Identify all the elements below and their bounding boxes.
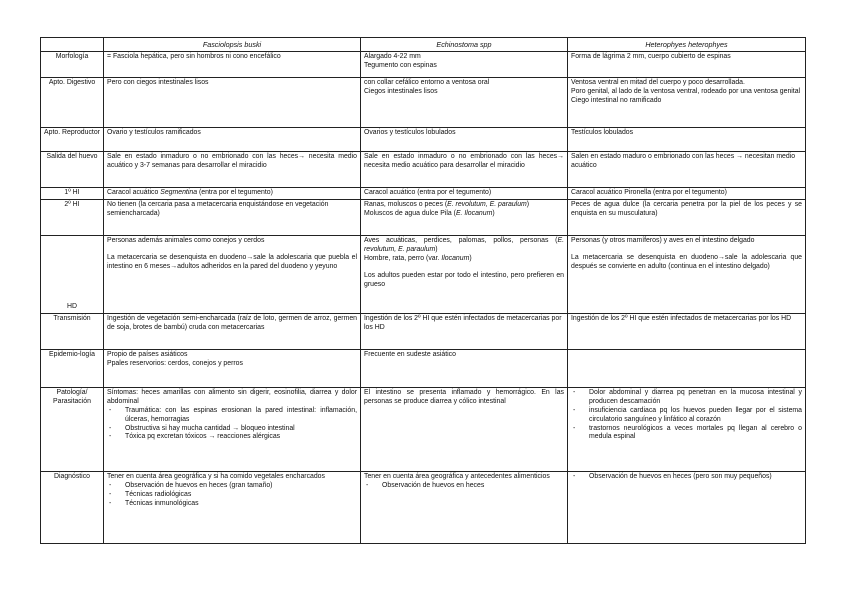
list-item: - Tóxica pq excretan tóxicos → reacciones alérgicas [107,433,357,442]
text-run-italic: E. Ilocanum [455,210,493,218]
cell-line: Ciego intestinal no ramificado [571,96,662,104]
cell-fb: Sale en estado inmaduro o no embrionado con las heces→ necesita medio acuático y 3-7 semanas para desarrollar el miracidio [104,152,361,188]
cell-fb [104,350,361,388]
list-item: - insuficiencia cardiaca pq los huevos pueden llegar por el sistema circulatorio sanguíneo y linfático al corazón [571,407,802,425]
spacer [107,246,357,254]
spacer [571,246,802,254]
header-row [41,38,806,52]
cell-het [568,388,806,472]
cell-line: La metacercaria se desenquista en duodeno→sale la adolescaria que puebla el intestino en 6 meses→adultos adheridos en la pared del duodeno y yeyuno [107,254,357,270]
cell-het: Testículos lobulados [568,128,806,152]
text-run: (entra por el tegumento) [197,189,273,197]
bullet-list [571,473,802,482]
cell-line: con collar cefálico entorno a ventosa oral [364,79,490,87]
spacer [364,264,564,272]
row-label: Apto. Reproductor [41,128,104,152]
cell-het [568,350,806,388]
cell-fb [104,472,361,544]
cell-ech: Ovarios y testículos lobulados [361,128,568,152]
row-morfologia [41,52,806,78]
row-transmision [41,314,806,350]
cell-ech: Sale en estado inmaduro o no embrionado con las heces→ necesita medio acuático para desarrollar el miracidio [361,152,568,188]
row-label: 2º HI [41,200,104,236]
cell-het: Ingestión de los 2º HI que estén infectados de metacercarias por los HD [568,314,806,350]
comparison-table [40,37,806,544]
cell-ech [361,236,568,314]
row-label: Diagnóstico [41,472,104,544]
row-digestivo [41,78,806,128]
bullet-list [364,482,564,491]
text-run-italic: Segmentina [160,189,198,197]
cell-fb: Ingestión de vegetación semi-encharcada (raíz de loto, germen de arroz, germen de soja, brotes de bambú) cruda con metacercarias [104,314,361,350]
cell-line: Tener en cuenta área geográfica y si ha comido vegetales encharcados [107,473,325,481]
list-item: - trastornos neurológicos a veces mortales pq llegan al cerebro o medula espinal [571,425,802,443]
cell-het [568,236,806,314]
cell-fb [104,236,361,314]
row-salida [41,152,806,188]
text-run-italic: E. revolutum, E. paraulum [447,201,527,209]
cell-line [364,255,564,264]
cell-line: Tener en cuenta área geográfica y antecedentes alimenticios [364,473,550,481]
row-diagnostico [41,472,806,544]
cell-line: Personas además animales como conejos y cerdos [107,237,265,245]
cell-ech: Caracol acuático (entra por el tegumento) [361,188,568,200]
text-run: ) [526,201,530,209]
list-item: - Técnicas inmunológicas [107,500,357,509]
cell-ech [361,472,568,544]
cell-line: La metacercaria se desenquista en duodeno→sale la adolescaria que después se convierte en adulto (continua en el intestino delgado) [571,254,802,270]
row-label: 1º HI [41,188,104,200]
text-run: ) [492,210,495,218]
cell-het: Salen en estado maduro o embrionado con las heces → necesitan medio acuático [568,152,806,188]
row-label: Patología/ Parasitación [41,388,104,472]
text-run: Moluscos de agua dulce Pila ( [364,210,456,218]
cell-line: Tegumento con espinas [364,62,437,70]
cell-line [364,210,564,219]
cell-fb: Pero con ciegos intestinales lisos [104,78,361,128]
header-fasciolopsis: Fasciolopsis buski [104,38,361,52]
text-run: ) [435,246,438,254]
list-item: - Observación de huevos en heces (pero son muy pequeños) [571,473,802,482]
row-hd [41,236,806,314]
text-run: Aves acuáticas, perdices, palomas, pollos, personas ( [364,237,558,245]
cell-het: Peces de agua dulce (la cercaria penetra por la piel de los peces y se enquista en su musculatura) [568,200,806,236]
cell-fb [104,388,361,472]
cell-ech: Ingestión de los 2º HI que estén infectados de metacercarias por los HD [361,314,568,350]
cell-ech [361,78,568,128]
text-run: ) [469,254,472,262]
cell-line: Personas (y otros mamíferos) y aves en el intestino delgado [571,237,755,245]
cell-line: Ventosa ventral en mitad del cuerpo y poco desarrollada. [571,79,745,87]
cell-het: Caracol acuático Pironella (entra por el tegumento) [568,188,806,200]
cell-fb: Ovario y testículos ramificados [104,128,361,152]
cell-ech: Frecuente en sudeste asiático [361,350,568,388]
list-item: - Dolor abdominal y diarrea pq penetran en la mucosa intestinal y producen descamación [571,389,802,407]
cell-het [568,472,806,544]
cell-het [568,78,806,128]
row-hi2 [41,200,806,236]
text-run-italic: E. revolutum, E. paraulum [364,237,564,254]
row-label: Salida del huevo [41,152,104,188]
cell-line: Ciegos intestinales lisos [364,88,438,96]
cell-line: Ppales reservorios: cerdos, conejos y perros [107,360,243,368]
row-patologia [41,388,806,472]
text-run-italic: Ilocanum [441,254,470,262]
cell-line [364,201,564,210]
list-item: - Observación de huevos en heces (gran tamaño) [107,482,357,491]
bullet-list [571,389,802,442]
header-heterophyes: Heterophyes heterophyes [568,38,806,52]
cell-fb [104,188,361,200]
cell-line: Los adultos pueden estar por todo el intestino, pero prefieren en grueso [364,271,564,288]
cell-ech [361,200,568,236]
row-label: HD [41,236,104,314]
row-label: Morfología [41,52,104,78]
cell-line: Síntomas: heces amarillas con alimento sin digerir, eosinofilia, diarrea y dolor abdominal [107,389,357,406]
list-item: - Traumática: con las espinas erosionan la pared intestinal: inflamación, úlceras, hemorragias [107,407,357,425]
row-label: Transmisión [41,314,104,350]
row-label: Apto. Digestivo [41,78,104,128]
list-item: - Obstructiva si hay mucha cantidad → bloqueo intestinal [107,425,357,434]
cell-fb: = Fasciola hepática, pero sin hombros ni cono encefálico [104,52,361,78]
text-run: Ranas, moluscos o peces ( [364,201,448,209]
list-item: - Observación de huevos en heces [364,482,564,491]
row-epidemiologia [41,350,806,388]
cell-fb: No tienen (la cercaria pasa a metacercaria enquistándose en vegetación semiencharcada) [104,200,361,236]
cell-ech: El intestino se presenta inflamado y hemorrágico. En las personas se produce diarrea y cólico intestinal [361,388,568,472]
cell-line: Alargado 4-22 mm [364,53,421,61]
bullet-list [107,407,357,442]
text-run: Hombre, rata, perro (var. [364,254,442,262]
row-reproductor [41,128,806,152]
cell-ech [361,52,568,78]
cell-line: Propio de países asiáticos [107,351,188,359]
row-label: Epidemio-logía [41,350,104,388]
cell-line: Poro genital, al lado de la ventosa ventral, rodeado por una ventosa genital [571,88,801,96]
cell-line [364,237,564,255]
row-hi1 [41,188,806,200]
list-item: - Técnicas radiológicas [107,491,357,500]
cell-het: Forma de lágrima 2 mm, cuerpo cubierto de espinas [568,52,806,78]
bullet-list [107,482,357,508]
header-empty [41,38,104,52]
text-run: Caracol acuático [107,189,161,197]
header-echinostoma: Echinostoma spp [361,38,568,52]
